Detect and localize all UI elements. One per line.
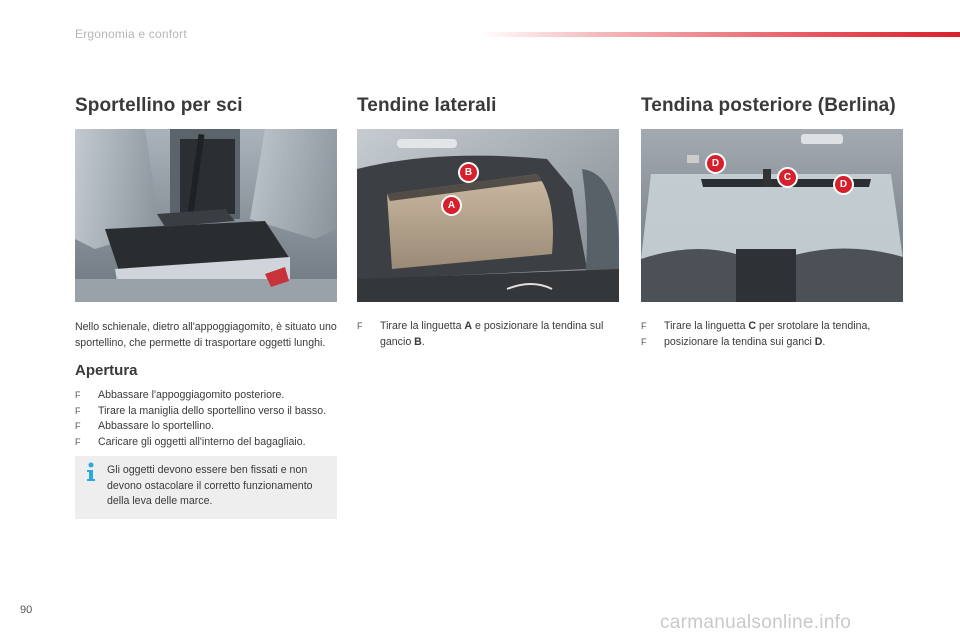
label-d-left: D <box>705 153 726 174</box>
label-d-right: D <box>833 174 854 195</box>
key-label-c: C <box>748 320 757 332</box>
label-b: B <box>458 162 479 183</box>
key-label-a: A <box>464 320 473 332</box>
header-accent-bar <box>480 32 960 37</box>
triangle-bullet-icon: F <box>641 321 647 331</box>
illustration-rear-blind <box>641 129 903 302</box>
list-item: F Tirare la linguetta A e posizionare la tendina sul gancio B. <box>357 320 604 348</box>
triangle-bullet-icon: F <box>75 405 81 416</box>
heading-ski-hatch: Sportellino per sci <box>75 95 243 116</box>
list-item: F Abbassare lo sportellino. <box>75 419 337 435</box>
step-list-rear-blind <box>641 319 903 350</box>
subheading-opening: Apertura <box>75 362 138 379</box>
column-ski-hatch <box>75 95 337 519</box>
step-list-side-blinds <box>357 319 619 350</box>
rear-seat-armrest-image <box>75 129 337 302</box>
heading-side-blinds: Tendine laterali <box>357 95 497 116</box>
watermark: carmanualsonline.info <box>660 612 852 633</box>
list-item: F Abbassare l'appoggiagomito posteriore. <box>75 388 337 404</box>
column-side-blinds <box>357 95 619 350</box>
triangle-bullet-icon: F <box>75 421 81 431</box>
list-item: F posizionare la tendina sui ganci D. <box>641 335 903 351</box>
triangle-bullet-icon: F <box>75 390 81 400</box>
intro-text: Nello schienale, dietro all'appoggiagomito, è situato uno sportellino, che permette di trasportare oggetti lunghi. <box>75 321 337 349</box>
note-text: Gli oggetti devono essere ben fissati e non devono ostacolare il corretto funzionamento della leva delle marce. <box>107 464 313 507</box>
column-rear-blind <box>641 95 903 350</box>
step-list-opening <box>75 388 337 450</box>
section-title: Ergonomia e confort <box>75 27 187 41</box>
list-item: F Tirare la linguetta C per srotolare la tendina, <box>641 319 903 335</box>
info-note <box>75 456 337 519</box>
list-item: F Caricare gli oggetti all'interno del bagagliaio. <box>75 435 337 451</box>
key-label-d: D <box>814 335 823 348</box>
label-a: A <box>441 195 462 216</box>
triangle-bullet-icon: F <box>641 336 647 347</box>
info-icon <box>85 462 97 482</box>
page-number: 90 <box>20 604 33 616</box>
illustration-side-blinds <box>357 129 619 302</box>
triangle-bullet-icon: F <box>357 321 363 331</box>
list-item: F Tirare la maniglia dello sportellino verso il basso. <box>75 404 337 420</box>
rear-window-blind-image <box>641 129 903 302</box>
key-label-b: B <box>414 335 422 348</box>
heading-rear-blind: Tendina posteriore (Berlina) <box>641 95 896 116</box>
triangle-bullet-icon: F <box>75 436 81 447</box>
label-c: C <box>777 167 798 188</box>
illustration-ski-hatch <box>75 129 337 302</box>
side-window-blind-image <box>357 129 619 302</box>
